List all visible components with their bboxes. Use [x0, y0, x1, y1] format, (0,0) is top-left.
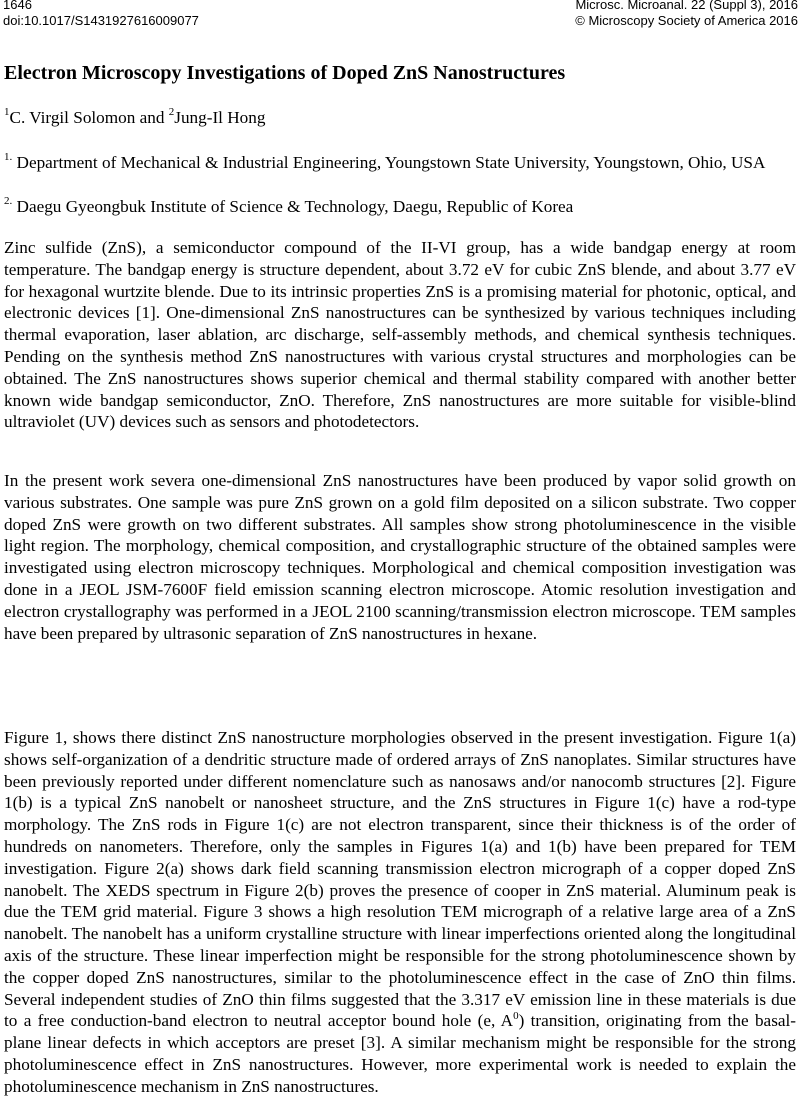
author-1-affil-mark: 1	[4, 106, 10, 119]
affiliation-1-mark: 1.	[4, 151, 13, 164]
paragraph-introduction: Zinc sulfide (ZnS), a semiconductor compound of the II-VI group, has a wide bandgap energy at room temperature. The bandgap energy is structure dependent, about 3.72 eV for cubic ZnS blende, and about 3.77 eV for hexagonal wurtzite blende. Due to its intrinsic properties ZnS is a promising material for photonic, optical, and electronic devices [1]. One-dimensional ZnS nanostructures can be synthesized by various techniques including thermal evaporation, laser ablation, arc discharge, self-assembly methods, and chemical synthesis techniques. Pending on the synthesis method ZnS nanostructures with various crystal structures and morphologies can be obtained. The ZnS nanostructures shows superior chemical and thermal stability compared with another better known wide bandgap semiconductor, ZnO. Therefore, ZnS nanostructures are more suitable for visible-blind ultraviolet (UV) devices such as sensors and photodetectors.	[4, 238, 796, 432]
affiliation-2-mark: 2.	[4, 195, 13, 208]
doi: doi:10.1017/S1431927616009077	[3, 13, 199, 28]
page-number: 1646	[3, 0, 32, 12]
affiliation-1	[4, 152, 794, 174]
author-1-name: C. Virgil Solomon and	[9, 108, 169, 127]
affiliation-2-text: Daegu Gyeongbuk Institute of Science & Technology, Daegu, Republic of Korea	[12, 197, 574, 216]
paper-title: Electron Microscopy Investigations of Doped ZnS Nanostructures	[4, 62, 566, 84]
results-text-part-2: ) transition, originating from the basal-plane linear defects in which acceptors are preset [3]. A similar mechanism might be responsible for the strong photoluminescence effect in ZnS nanostructures. However, more experimental work is needed to explain the photoluminescence mechanism in ZnS nanostructures.	[4, 1011, 797, 1096]
journal-citation: Microsc. Microanal. 22 (Suppl 3), 2016	[575, 0, 798, 12]
author-2-affil-mark: 2	[168, 106, 175, 119]
paragraph-results	[4, 727, 796, 1098]
author-line	[4, 107, 265, 129]
paragraph-methods: In the present work severa one-dimensional ZnS nanostructures have been produced by vapor solid growth on various substrates. One sample was pure ZnS grown on a gold film deposited on a silicon substrate. Two copper doped ZnS were growth on two different substrates. All samples show strong photoluminescence in the visible light region. The morphology, chemical composition, and crystallographic structure of the obtained samples were investigated using electron microscopy techniques. Morphological and chemical composition investigation was done in a JEOL JSM-7600F field emission scanning electron microscope. Atomic resolution investigation and electron crystallography was performed in a JEOL 2100 scanning/transmission electron microscope. TEM samples have been prepared by ultrasonic separation of ZnS nanostructures in hexane.	[4, 471, 796, 643]
affiliation-1-text: Department of Mechanical & Industrial Engineering, Youngstown State University, Youngstown, Ohio, USA	[12, 153, 766, 172]
copyright: © Microscopy Society of America 2016	[575, 13, 798, 28]
results-text-part-1: Figure 1, shows there distinct ZnS nanostructure morphologies observed in the present investigation. Figure 1(a) shows self-organization of a dendritic structure made of ordered arrays of ZnS nanoplates. Similar structures have been previously reported under different nomenclature such as nanosaws and/or nanocomb structures [2]. Figure 1(b) is a typical ZnS nanobelt or nanosheet structure, and the ZnS structures in Figure 1(c) have a rod-type morphology. The ZnS rods in Figure 1(c) are not electron transparent, since their thickness is of the order of hundreds on nanometers. Therefore, only the samples in Figures 1(a) and 1(b) have been prepared for TEM investigation. Figure 2(a) shows dark field scanning transmission electron micrograph of a copper doped ZnS nanobelt. The XEDS spectrum in Figure 2(b) proves the presence of cooper in ZnS material. Aluminum peak is due the TEM grid material. Figure 3 shows a high resolution TEM micrograph of a relative large area of a ZnS nanobelt. The nanobelt has a uniform crystalline structure with linear imperfections oriented along the longitudinal axis of the structure. These linear imperfection might be responsible for the strong photoluminescence shown by the copper doped ZnS nanostructures, similar to the photoluminescence effect in the case of ZnO thin films. Several independent studies of ZnO thin films suggested that the 3.317 eV emission line in these materials is due to a free conduction-band electron to neutral acceptor bound hole (e, A	[4, 728, 796, 1031]
affiliation-2	[4, 196, 794, 218]
acceptor-superscript: 0	[513, 1009, 519, 1022]
author-2-name: Jung-Il Hong	[174, 108, 266, 127]
